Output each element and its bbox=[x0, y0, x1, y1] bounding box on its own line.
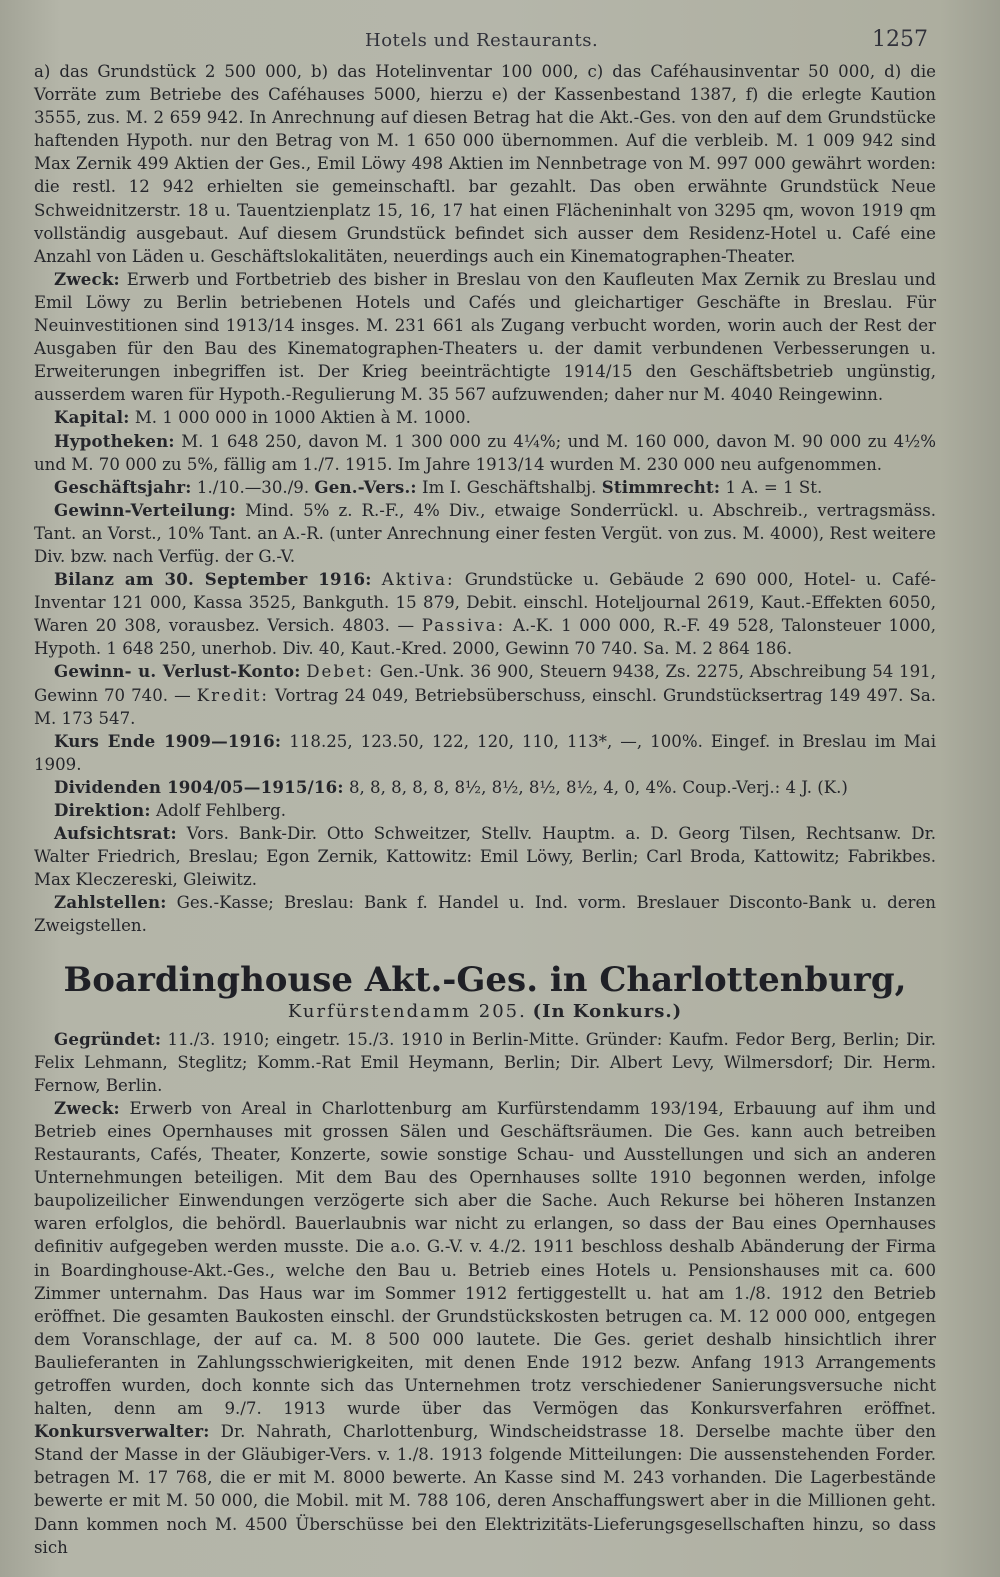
geschaeftsjahr-text: 1./10.—30./9. bbox=[196, 477, 310, 497]
stimmrecht-label: Stimmrecht: bbox=[601, 476, 721, 497]
page-body bbox=[34, 60, 936, 1559]
paragraph-dividenden bbox=[34, 776, 936, 799]
kredit-text: Vortrag 24 049, Betriebsüberschuss, einschl. Grundstücksertrag 149 497. Sa. M. 173 547. bbox=[34, 685, 936, 728]
hypotheken-label: Hypotheken: bbox=[54, 430, 175, 451]
kapital-label: Kapital: bbox=[54, 407, 130, 428]
aktiva-text: Grundstücke u. Gebäude 2 690 000, Hotel- u. Café-Inventar 121 000, Kassa 3525, Bankguth. 15 879, Debit. einschl. Hoteljournal 2619, Kaut.-Effekten 6050, Waren 20 308, vorausbez. Versich. 4803. — bbox=[34, 570, 936, 636]
geschaeftsjahr-label: Geschäftsjahr: bbox=[54, 476, 192, 497]
paragraph-vermoegen bbox=[34, 60, 936, 268]
aufsichtsrat-label: Aufsichtsrat: bbox=[54, 823, 177, 844]
konkursverwalter-label: Konkursverwalter: bbox=[34, 1421, 210, 1442]
section-status: (In Konkurs.) bbox=[532, 1000, 683, 1022]
zweck2-label: Zweck: bbox=[54, 1097, 120, 1118]
passiva-text: A.-K. 1 000 000, R.-F. 49 528, Talonsteuer 1000, Hypoth. 1 648 250, unerhob. Div. 40, Kaut.-Kred. 2000, Gewinn 70 740. Sa. M. 2 864 186. bbox=[34, 616, 937, 659]
paragraph-zweck bbox=[34, 268, 936, 407]
paragraph-geschaeftsjahr bbox=[34, 476, 936, 499]
aktiva-label: Aktiva: bbox=[381, 570, 455, 590]
paragraph-zahlstellen bbox=[34, 891, 936, 937]
passiva-label: Passiva: bbox=[421, 616, 506, 636]
guv-label: Gewinn- u. Verlust-Konto: bbox=[54, 661, 301, 682]
page-header bbox=[0, 27, 1000, 56]
kapital-text: M. 1 000 000 in 1000 Aktien à M. 1000. bbox=[134, 408, 471, 428]
direktion-label: Direktion: bbox=[54, 800, 151, 820]
kredit-label: Kredit: bbox=[196, 685, 270, 705]
konkursverwalter-text: Dr. Nahrath, Charlottenburg, Windscheidstrasse 18. Derselbe machte über den Stand der Masse in der Gläubiger-Vers. v. 1./8. 1913 folgende Mitteilungen: Die aussenstehenden Forder. betragen M. 17 768, die er mit M. 8000 bewerte. An Kasse sind M. 243 vorhanden. Die Lagerbestände bewerte er mit M. 50 000, die Mobil. mit M. 788 106, deren Anschaffungswert aber in die Millionen geht. Dann kommen noch M. 4500 Überschüsse bei den Elektrizitäts-Lieferungsgesellschaften hinzu, so dass sich bbox=[34, 1422, 936, 1557]
paragraph-gegruendet bbox=[34, 1028, 936, 1097]
genvers-label: Gen.-Vers.: bbox=[314, 476, 417, 497]
zweck-text: Erwerb und Fortbetrieb des bisher in Breslau von den Kaufleuten Max Zernik zu Breslau und Emil Löwy zu Berlin betriebenen Hotels und Cafés und gleichartiger Geschäfte in Breslau. Für Neuinvestitionen sind 1913/14 insges. M. 231 661 als Zugang verbucht worden, worin auch der Rest der Ausgaben für den Bau des Kinematographen-Theaters u. der damit verbundenen Verbesserungen u. Erweiterungen inbegriffen ist. Der Krieg beeinträchtigte 1914/15 den Geschäftsbetrieb ungünstig, ausserdem waren für Hypoth.-Regulierung M. 35 567 aufzuwenden; daher nur M. 4040 Reingewinn. bbox=[34, 269, 936, 405]
zweck2-text: Erwerb von Areal in Charlottenburg am Kurfürstendamm 193/194, Erbauung auf ihm und Betrieb eines Opernhauses mit grossen Sälen und Geschäftsräumen. Die Ges. kann auch betreiben Restaurants, Cafés, Theater, Konzerte, sowie sonstige Schau- und Ausstellungen und sich an anderen Unternehmungen beteiligen. Mit dem Bau des Opernhauses sollte 1910 begonnen werden, infolge baupolizeilicher Einwendungen verzögerte sich aber die Sache. Auch Rekurse bei höheren Instanzen waren erfolglos, die behördl. Bauerlaubnis war nicht zu erlangen, so dass der Bau eines Opernhauses definitiv aufgegeben werden musste. Die a.o. G.-V. v. 4./2. 1911 beschloss deshalb Abänderung der Firma in Boardinghouse-Akt.-Ges., welche den Bau u. Betrieb eines Hotels u. Pensionshauses mit ca. 600 Zimmer unternahm. Das Haus war im Sommer 1912 fertiggestellt u. hat am 1./8. 1912 den Betrieb eröffnet. Die gesamten Baukosten einschl. der Grundstückskosten betrugen ca. M. 12 000 000, entgegen dem Voranschlage, der auf ca. M. 8 500 000 lautete. Die Ges. geriet deshalb hinsichtlich ihrer Baulieferanten in Zahlungsschwierigkeiten, mit denen Ende 1912 bezw. Anfang 1913 Arrangements getroffen wurden, doch konnte sich das Unternehmen trotz verschiedener Sanierungsversuche nicht halten, denn am 9./7. 1913 wurde über das Vermögen das Konkursverfahren eröffnet. bbox=[34, 1098, 936, 1419]
hypotheken-text: M. 1 648 250, davon M. 1 300 000 zu 4¼%; und M. 160 000, davon M. 90 000 zu 4½% und M. 70 000 zu 5%, fällig am 1./7. 1915. Im Jahre 1913/14 wurden M. 230 000 neu aufgenommen. bbox=[34, 431, 936, 474]
dividenden-label: Dividenden 1904/05—1915/16: bbox=[54, 776, 344, 797]
paragraph-kapital bbox=[34, 406, 936, 429]
kurs-text: 118.25, 123.50, 122, 120, 110, 113*, —, 100%. Eingef. in Breslau im Mai 1909. bbox=[34, 731, 936, 774]
aufsichtsrat-text: Vors. Bank-Dir. Otto Schweitzer, Stellv. Hauptm. a. D. Georg Tilsen, Rechtsanw. Dr. Walter Friedrich, Breslau; Egon Zernik, Kattowitz: Emil Löwy, Berlin; Carl Broda, Kattowitz; Fabrikbes. Max Kleczereski, Gleiwitz. bbox=[34, 824, 936, 890]
zahlstellen-text: Ges.-Kasse; Breslau: Bank f. Handel u. Ind. vorm. Breslauer Disconto-Bank u. deren Zweigstellen. bbox=[34, 893, 936, 936]
section-address: Kurfürstendamm 205. bbox=[287, 1000, 527, 1022]
stimmrecht-text: 1 A. = 1 St. bbox=[725, 477, 823, 497]
bilanz-label: Bilanz am 30. September 1916: bbox=[54, 569, 372, 590]
section-title-boardinghouse: Boardinghouse Akt.-Ges. in Charlottenburg, bbox=[63, 959, 907, 1000]
kurs-label: Kurs Ende 1909—1916: bbox=[54, 730, 282, 751]
zahlstellen-label: Zahlstellen: bbox=[54, 892, 167, 913]
paragraph-direktion bbox=[34, 799, 936, 822]
debet-text: Gen.-Unk. 36 900, Steuern 9438, Zs. 2275, Abschreibung 54 191, Gewinn 70 740. — bbox=[34, 662, 936, 705]
paragraph-gewinnverteilung bbox=[34, 499, 936, 568]
paragraph-aufsichtsrat bbox=[34, 822, 936, 891]
section-subtitle bbox=[34, 1000, 936, 1024]
vermoegen-text: a) das Grundstück 2 500 000, b) das Hotelinventar 100 000, c) das Caféhausinventar 50 000, d) die Vorräte zum Betriebe des Caféhauses 5000, hierzu e) der Kassenbestand 1387, f) die erlegte Kaution 3555, zus. M. 2 659 942. In Anrechnung auf diesen Betrag hat die Akt.-Ges. von den auf dem Grundstücke haftenden Hypoth. nur den Betrag von M. 1 650 000 übernommen. Auf die verbleib. M. 1 009 942 sind Max Zernik 499 Aktien der Ges., Emil Löwy 498 Aktien im Nennbetrage von M. 997 000 gewährt worden: die restl. 12 942 erhielten sie gemeinschaftl. bar gezahlt. Das oben erwähnte Grundstück Neue Schweidnitzerstr. 18 u. Tauentzienplatz 15, 16, 17 hat einen Flächeninhalt von 3295 qm, wovon 1919 qm vollständig ausgebaut. Auf diesem Grundstück befindet sich ausser dem Residenz-Hotel u. Café eine Anzahl von Läden u. Geschäftslokalitäten, neuerdings auch ein Kinematographen-Theater. bbox=[34, 62, 936, 266]
dividenden-text: 8, 8, 8, 8, 8, 8½, 8½, 8½, 8½, 4, 0, 4%. Coup.-Verj.: 4 J. (K.) bbox=[348, 777, 848, 797]
gegruendet-label: Gegründet: bbox=[54, 1028, 162, 1049]
paragraph-hypotheken bbox=[34, 430, 936, 476]
gegruendet-text: 11./3. 1910; eingetr. 15./3. 1910 in Berlin-Mitte. Gründer: Kaufm. Fedor Berg, Berlin; Dir. Felix Lehmann, Steglitz; Komm.-Rat Emil Heymann, Berlin; Dir. Albert Levy, Wilmersdorf; Dir. Herm. Fernow, Berlin. bbox=[34, 1029, 936, 1095]
running-head: Hotels und Restaurants. bbox=[365, 30, 599, 51]
genvers-text: Im I. Geschäftshalbj. bbox=[422, 477, 597, 497]
paragraph-zweck-boardinghouse bbox=[34, 1097, 936, 1559]
zweck-label: Zweck: bbox=[54, 268, 120, 289]
paragraph-bilanz bbox=[34, 568, 936, 660]
direktion-text: Adolf Fehlberg. bbox=[156, 801, 287, 820]
paragraph-gewinn-verlust bbox=[34, 660, 936, 729]
gewinnverteilung-text: Mind. 5% z. R.-F., 4% Div., etwaige Sonderrückl. u. Abschreib., vertragsmäss. Tant. an Vorst., 10% Tant. an A.-R. (unter Anrechnung einer festen Vergüt. von zus. M. 4000), Rest weitere Div. bzw. nach Verfüg. der G.-V. bbox=[34, 500, 936, 566]
debet-label: Debet: bbox=[306, 662, 375, 682]
page-number: 1257 bbox=[872, 27, 928, 52]
gewinnverteilung-label: Gewinn-Verteilung: bbox=[54, 499, 237, 520]
paragraph-kurs bbox=[34, 730, 936, 776]
